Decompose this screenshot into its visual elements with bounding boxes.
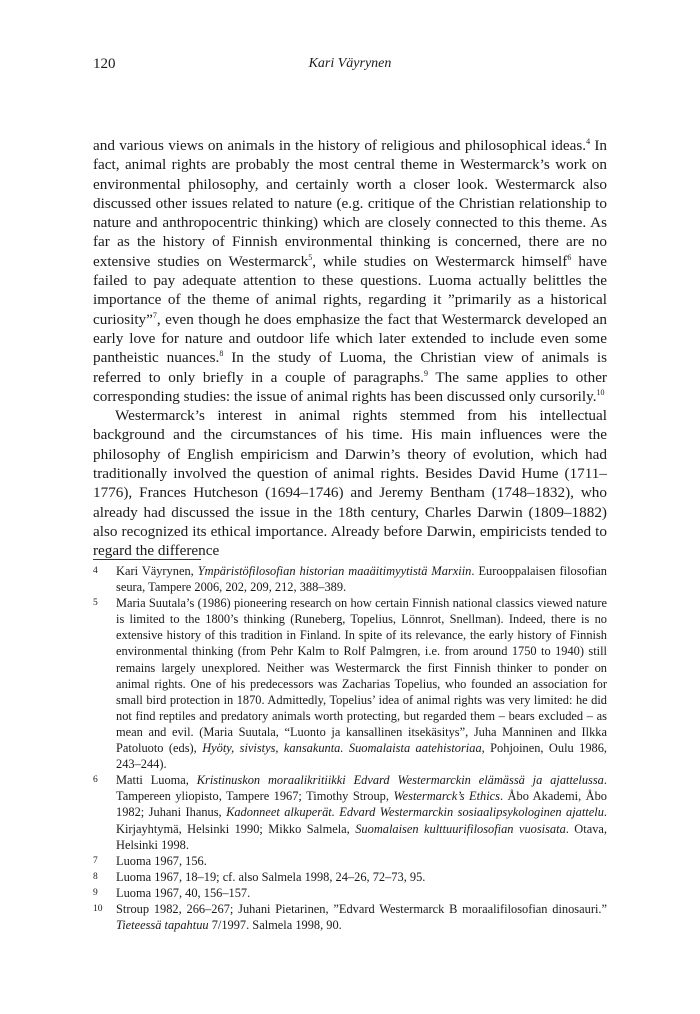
text: . Eurooppalaisen filosofian seura, Tampere 2006, 202, 209, 212, 388–389.: [116, 564, 607, 595]
footnote-text: [116, 563, 607, 595]
footnote-ref-4: 4: [586, 137, 591, 146]
text: The same applies to other corresponding studies: the issue of animal rights has been discussed only cursorily.: [93, 368, 607, 405]
text: have failed to pay adequate attention to these questions. Luoma actually belittles the importance of the theme of animal rights, regarding it ”primarily as a historical curiosity”: [93, 252, 608, 328]
book-title: Hyöty, sivistys, kansakunta. Suomalaista aatehistoriaa: [202, 741, 482, 756]
footnote-text: Luoma 1967, 156.: [116, 853, 207, 868]
footnote-5: [93, 595, 607, 772]
footnote-ref-9: 9: [423, 368, 428, 378]
text: Matti Luoma,: [116, 773, 197, 788]
book-title: Westermarck’s Ethics: [393, 789, 500, 804]
footnote-7: [93, 853, 607, 869]
footnote-ref-10: 10: [596, 387, 605, 397]
footnote-ref-5: 5: [308, 252, 313, 262]
footnote-text: [116, 901, 607, 933]
footnote-8: [93, 869, 607, 885]
text: Stroup 1982, 266–267; Juhani Pietarinen, ”Edvard Westermarck B moraalifilosofian dinosauri.”: [116, 901, 607, 916]
footnote-number: 5: [93, 598, 98, 609]
book-title: Kristinuskon moraalikritiikki Edvard Westermarckin elämässä ja ajattelussa: [196, 773, 604, 788]
text: Maria Suutala’s (1986) pioneering research on how certain Finnish national classics viewed nature is limited to the 1800’s thinking (Runeberg, Topelius, Lönnrot, Snellman). Indeed, there is no extensive history of this tradition in Finland. In spite of its relevance, the early history of Finnish environmental thinking (from Pehr Kalm to Rolf Palmgren, i.e. from around 1750 to 1940) still remains largely unexplored. Neither was Westermarck the first Finnish thinker to ponder on animal rights. One of his predecessors was Zacharias Topelius, who founded an association for small bird protection in 1870. Admittedly, Topelius’ idea of animal rights was very limited: he did not find reptiles and predatory animals worth protecting, but regarded them – bears excluded – as mean and evil. (Maria Suutala, “Luonto ja kansallinen itsekäsitys”, Juha Manninen and Ilkka Patoluoto (eds),: [116, 596, 607, 756]
text: . Otava, Helsinki 1998.: [116, 821, 607, 852]
footnote-ref-8: 8: [219, 349, 224, 359]
footnote-number: 10: [93, 903, 103, 914]
footnote-text: [116, 772, 607, 852]
text: . Tampereen yliopisto, Tampere 1967; Timothy Stroup,: [116, 773, 607, 804]
paragraph-1: [93, 136, 607, 406]
footnote-text: [116, 595, 607, 772]
text: Kari Väyrynen,: [116, 564, 198, 578]
footnote-10: [93, 901, 607, 933]
text: and various views on animals in the history of religious and philosophical ideas.: [93, 137, 587, 154]
footnote-ref-6: 6: [567, 252, 572, 262]
footnote-text: Luoma 1967, 40, 156–157.: [116, 885, 251, 900]
footnote-number: 4: [93, 566, 98, 576]
text: . Kirjayhtymä, Helsinki 1990; Mikko Salmela,: [116, 805, 607, 836]
body-text: [93, 136, 607, 561]
footnote-number: 9: [93, 887, 98, 898]
footnotes: [93, 563, 607, 933]
text: , while studies on Westermarck himself: [312, 252, 568, 270]
book-title: Ympäristöfilosofian historian maaäitimyytistä Marxiin: [197, 564, 472, 578]
text: , even though he does emphasize the fact that Westermarck developed an early love for nature and outdoor life which later extended to include even some pantheistic nuances.: [93, 310, 607, 367]
paragraph-2: Westermarck’s interest in animal rights stemmed from his intellectual background and the circumstances of his time. His main influences were the philosophy of English empiricism and Darwin’s theory of evolution, which had traditionally involved the question of animal rights. Besides David Hume (1711–1776), Frances Hutcheson (1694–1746) and Jeremy Bentham (1748–1832), who already had discussed the issue in the 18th century, Charles Darwin (1809–1882) also recognized its ethical importance. Already before Darwin, empiricists tended to regard the difference: [93, 407, 607, 560]
footnote-number: 7: [93, 855, 98, 866]
text: . Åbo Akademi, Åbo 1982; Juhani Ihanus,: [116, 789, 607, 820]
book-title: Kadonneet alkuperät. Edvard Westermarckin sosiaalipsykologinen ajattelu: [226, 805, 604, 820]
footnote-rule: [93, 559, 201, 560]
text: 7/1997. Salmela 1998, 90.: [208, 918, 342, 933]
footnote-number: 6: [93, 775, 98, 786]
footnote-text: Luoma 1967, 18–19; cf. also Salmela 1998, 24–26, 72–73, 95.: [116, 869, 426, 884]
text: , Pohjoinen, Oulu 1986, 243–244).: [116, 741, 608, 772]
footnote-number: 8: [93, 871, 98, 882]
footnote-9: [93, 885, 607, 901]
text: In fact, animal rights are probably the most central theme in Westermarck’s work on environmental philosophy, and certainly worth a closer look. Westermarck also discussed other issues related to nature (e.g. critique of the Christian relationship to nature and anthropocentric thinking) which are closely connected to this theme. As far as the history of Finnish environmental thinking is concerned, there are no extensive studies on Westermarck: [93, 137, 607, 270]
journal-title: Tieteessä tapahtuu: [116, 918, 209, 933]
footnote-6: [93, 772, 607, 852]
footnote-ref-7: 7: [152, 310, 157, 320]
book-title: Suomalaisen kulttuurifilosofian vuosisata: [355, 821, 566, 836]
page-number: 120: [93, 56, 116, 72]
footnote-4: [93, 563, 607, 595]
text: In the study of Luoma, the Christian view of animals is referred to only briefly in a couple of paragraphs.: [93, 349, 607, 386]
running-head: Kari Väyrynen: [308, 56, 392, 71]
